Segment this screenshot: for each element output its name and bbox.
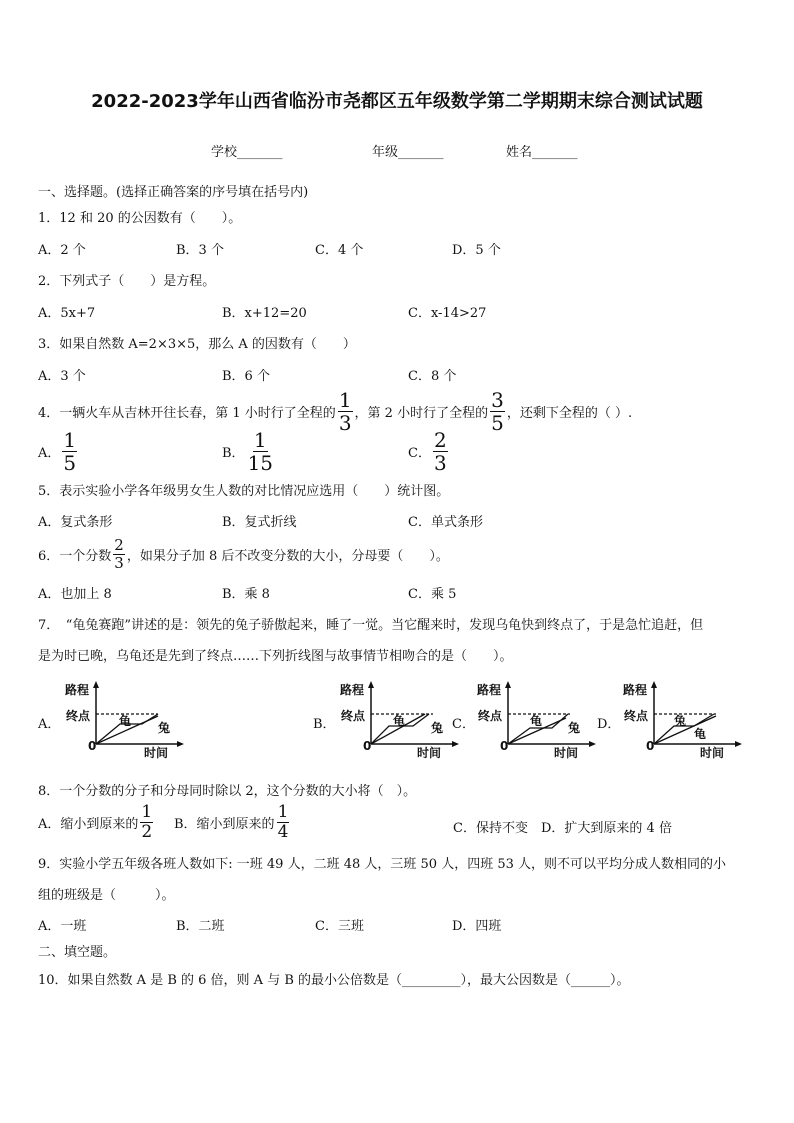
svg-text:兔: 兔 (431, 721, 444, 735)
axis-label-time: 时间 (144, 746, 169, 760)
q1-option-b[interactable]: B．3 个 (176, 243, 224, 258)
svg-text:兔: 兔 (674, 714, 687, 728)
question-7-line-2: 是为时已晚，乌龟还是先到了终点……下列折线图与故事情节相吻合的是（ ）。 (38, 649, 513, 664)
q2-option-c[interactable]: C．x-14>27 (408, 306, 487, 321)
axis-label-distance: 路程 (65, 683, 90, 697)
q3-option-b[interactable]: B．6 个 (222, 369, 270, 384)
q4-text-1: 4．一辆火车从吉林开往长春，第 1 小时行了全程的 (38, 406, 336, 421)
svg-text:兔: 兔 (568, 721, 581, 735)
q9-option-b[interactable]: B．二班 (176, 919, 225, 934)
q8-option-b[interactable]: B．缩小到原来的 $\frac{1}{4}$ (174, 802, 289, 842)
q3-option-c[interactable]: C．8 个 (408, 369, 457, 384)
line-graph-c (470, 680, 596, 760)
question-3: 3．如果自然数 A=2×3×5，那么 A 的因数有（ ） (38, 337, 356, 352)
q7-option-c[interactable]: C． (452, 717, 475, 732)
svg-text:龟: 龟 (393, 714, 406, 728)
rabbit-label: 兔 (158, 721, 171, 735)
q8-option-d[interactable]: D．扩大到原来的 4 倍 (541, 821, 672, 836)
line-graph-b (333, 680, 459, 760)
fraction: $\frac{3}{5}$ (491, 388, 504, 435)
finish-label: 终点 (66, 709, 91, 723)
q5-option-a[interactable]: A．复式条形 (38, 515, 113, 530)
turtle-label: 龟 (119, 714, 132, 728)
section-heading-choice: 一、选择题。(选择正确答案的序号填在括号内) (38, 185, 309, 200)
q7-option-b[interactable]: B． (313, 717, 336, 732)
q7-option-d[interactable]: D． (597, 717, 621, 732)
question-5: 5．表示实验小学各年级男女生人数的对比情况应选用（ ）统计图。 (38, 484, 450, 499)
q9-option-c[interactable]: C．三班 (315, 919, 364, 934)
svg-text:终点: 终点 (478, 709, 503, 723)
svg-text:时间: 时间 (554, 746, 579, 760)
svg-text:时间: 时间 (417, 746, 442, 760)
section-heading-fill: 二、填空题。 (38, 945, 117, 960)
question-4 (38, 390, 632, 433)
q2-option-a[interactable]: A．5x+7 (38, 306, 96, 321)
question-10: 10．如果自然数 A 是 B 的 6 倍，则 A 与 B 的最小公倍数是（_________），最大公因数是（______）。 (38, 973, 630, 988)
svg-text:0: 0 (363, 739, 372, 753)
q4-option-c[interactable]: C． $\frac{2}{3}$ (408, 428, 447, 475)
svg-text:时间: 时间 (700, 746, 725, 760)
question-9-line-2: 组的班级是（ ）。 (38, 888, 175, 903)
question-6: 6．一个分数 $\frac{2}{3}$ ，如果分子加 8 后不改变分数的大小，分母要（ ）。 (38, 536, 449, 572)
svg-text:终点: 终点 (624, 709, 649, 723)
q5-option-c[interactable]: C．单式条形 (408, 515, 483, 530)
fraction: $\frac{1}{2}$ (141, 802, 153, 842)
q8-option-c[interactable]: C．保持不变 (453, 821, 528, 836)
q5-option-b[interactable]: B．复式折线 (222, 515, 297, 530)
fraction: $\frac{1}{3}$ (338, 388, 352, 435)
svg-text:0: 0 (646, 739, 655, 753)
origin-label: 0 (88, 739, 97, 753)
fraction: $\frac{2}{3}$ (433, 428, 447, 475)
svg-text:龟: 龟 (694, 727, 707, 741)
q4-option-b[interactable]: B． $\frac{1}{15}$ (222, 428, 274, 475)
fraction: $\frac{1}{15}$ (247, 428, 274, 475)
svg-text:路程: 路程 (623, 683, 648, 697)
q9-option-a[interactable]: A．一班 (38, 919, 87, 934)
svg-text:终点: 终点 (341, 709, 366, 723)
q1-option-c[interactable]: C．4 个 (315, 243, 364, 258)
svg-text:路程: 路程 (340, 683, 365, 697)
question-8: 8．一个分数的分子和分母同时除以 2，这个分数的大小将（ ）。 (38, 784, 417, 799)
svg-text:路程: 路程 (477, 683, 502, 697)
name-field[interactable]: 姓名_______ (506, 145, 578, 160)
page-title: 2022-2023学年山西省临汾市尧都区五年级数学第二学期期末综合测试试题 (91, 91, 703, 112)
q8-option-a[interactable]: A．缩小到原来的 $\frac{1}{2}$ (38, 802, 153, 842)
q3-option-a[interactable]: A．3 个 (38, 369, 86, 384)
q2-option-b[interactable]: B．x+12=20 (222, 306, 307, 321)
question-9-line-1: 9．实验小学五年级各班人数如下: 一班 49 人，二班 48 人，三班 50 人，四班 53 人，则不可以平均分成人数相同的小 (38, 857, 727, 872)
school-field[interactable]: 学校_______ (211, 145, 283, 160)
fraction: $\frac{1}{4}$ (277, 802, 289, 842)
question-1: 1．12 和 20 的公因数有（ ）。 (38, 211, 242, 226)
q4-text-2: ，第 2 小时行了全程的 (354, 406, 489, 421)
q1-option-d[interactable]: D．5 个 (452, 243, 501, 258)
q6-option-c[interactable]: C．乘 5 (408, 587, 457, 602)
svg-text:0: 0 (500, 739, 509, 753)
question-7-line-1: 7． “龟兔赛跑”讲述的是：领先的兔子骄傲起来，睡了一觉。当它醒来时，发现乌龟快到终点了，于是急忙追赶，但 (38, 618, 704, 633)
fraction: $\frac{1}{5}$ (63, 428, 77, 475)
svg-text:龟: 龟 (530, 714, 543, 728)
q4-text-3: ，还剩下全程的（ ）. (506, 406, 633, 421)
fraction: $\frac{2}{3}$ (114, 536, 124, 572)
q6-option-b[interactable]: B．乘 8 (222, 587, 270, 602)
q9-option-d[interactable]: D．四班 (452, 919, 502, 934)
grade-field[interactable]: 年级_______ (372, 145, 444, 160)
q4-option-a[interactable]: A． $\frac{1}{5}$ (38, 428, 77, 475)
q7-option-a[interactable]: A． (38, 717, 61, 732)
line-graph-a (58, 680, 184, 760)
q1-option-a[interactable]: A．2 个 (38, 243, 86, 258)
q6-option-a[interactable]: A．也加上 8 (38, 587, 112, 602)
question-2: 2．下列式子（ ）是方程。 (38, 274, 216, 289)
line-graph-d (616, 680, 742, 760)
